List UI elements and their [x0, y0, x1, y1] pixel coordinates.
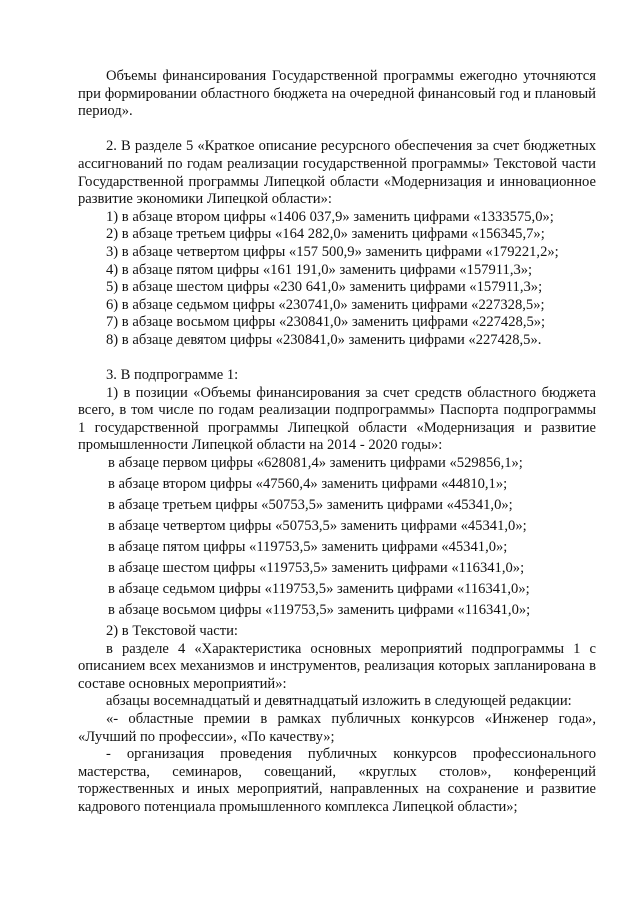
list-item: 1) в абзаце втором цифры «1406 037,9» заменить цифрами «1333575,0»; [106, 208, 554, 225]
list-item: 7) в абзаце восьмом цифры «230841,0» заменить цифрами «227428,5»; [106, 314, 546, 331]
list-item: в абзаце втором цифры «47560,4» заменить цифрами «44810,1»; [108, 476, 508, 493]
list-item: в абзаце шестом цифры «119753,5» заменить цифрами «116341,0»; [108, 559, 525, 576]
paragraph-section-4: в разделе 4 «Характеристика основных мероприятий подпрограммы 1 с описанием всех механизмов и инструментов, реализация которых запланирована в составе основных мероприятий»: [78, 640, 596, 692]
list-item: 4) в абзаце пятом цифры «161 191,0» заменить цифрами «157911,3»; [106, 261, 533, 278]
paragraph-passport-position: 1) в позиции «Объемы финансирования за счет средств областного бюджета всего, в том числе по годам реализации подпрограммы» Паспорта подпрограммы 1 государственной программы Липецкой области «Модернизация и развитие промышленности Липецкой области на 2014 - 2020 годы»: [78, 384, 596, 454]
list-item: в абзаце четвертом цифры «50753,5» заменить цифрами «45341,0»; [108, 518, 527, 535]
list-item: абзацы восемнадцатый и девятнадцатый изложить в следующей редакции: [106, 693, 572, 710]
paragraph-section-5: 2. В разделе 5 «Краткое описание ресурсного обеспечения за счет бюджетных ассигнований по годам реализации государственной программы» Текстовой части Государственной программы Липецкой области «Модернизация и инновационное развитие экономики Липецкой области»: [78, 138, 596, 208]
list-item: в абзаце седьмом цифры «119753,5» заменить цифрами «116341,0»; [108, 580, 530, 597]
list-item: 3) в абзаце четвертом цифры «157 500,9» заменить цифрами «179221,2»; [106, 243, 559, 260]
list-item: в абзаце восьмом цифры «119753,5» заменить цифрами «116341,0»; [108, 601, 531, 618]
list-item: 2) в абзаце третьем цифры «164 282,0» заменить цифрами «156345,7»; [106, 226, 545, 243]
section-heading-subprogram-1: 3. В подпрограмме 1: [106, 367, 239, 384]
list-item: 2) в Текстовой части: [106, 622, 238, 639]
paragraph-financing-note: Объемы финансирования Государственной программы ежегодно уточняются при формировании областного бюджета на очередной финансовый год и плановый период». [78, 68, 596, 120]
spacer [78, 121, 596, 139]
paragraph-contests: - организация проведения публичных конкурсов профессионального мастерства, семинаров, совещаний, «круглых столов», конференций торжественных и иных мероприятий, направленных на сохранение и развитие кадрового потенциала промышленного комплекса Липецкой области»; [78, 746, 596, 815]
list-item: 8) в абзаце девятом цифры «230841,0» заменить цифрами «227428,5». [106, 331, 542, 348]
list-item: в абзаце третьем цифры «50753,5» заменить цифрами «45341,0»; [108, 497, 513, 514]
list-item: в абзаце пятом цифры «119753,5» заменить цифрами «45341,0»; [108, 539, 508, 555]
list-item: 5) в абзаце шестом цифры «230 641,0» заменить цифрами «157911,3»; [106, 279, 543, 296]
list-item: 6) в абзаце седьмом цифры «230741,0» заменить цифрами «227328,5»; [106, 296, 545, 313]
paragraph-awards: «- областные премии в рамках публичных конкурсов «Инженер года», «Лучший по профессии», «По качеству»; [78, 710, 596, 745]
list-item: в абзаце первом цифры «628081,4» заменить цифрами «529856,1»; [108, 455, 523, 472]
spacer [78, 350, 596, 368]
